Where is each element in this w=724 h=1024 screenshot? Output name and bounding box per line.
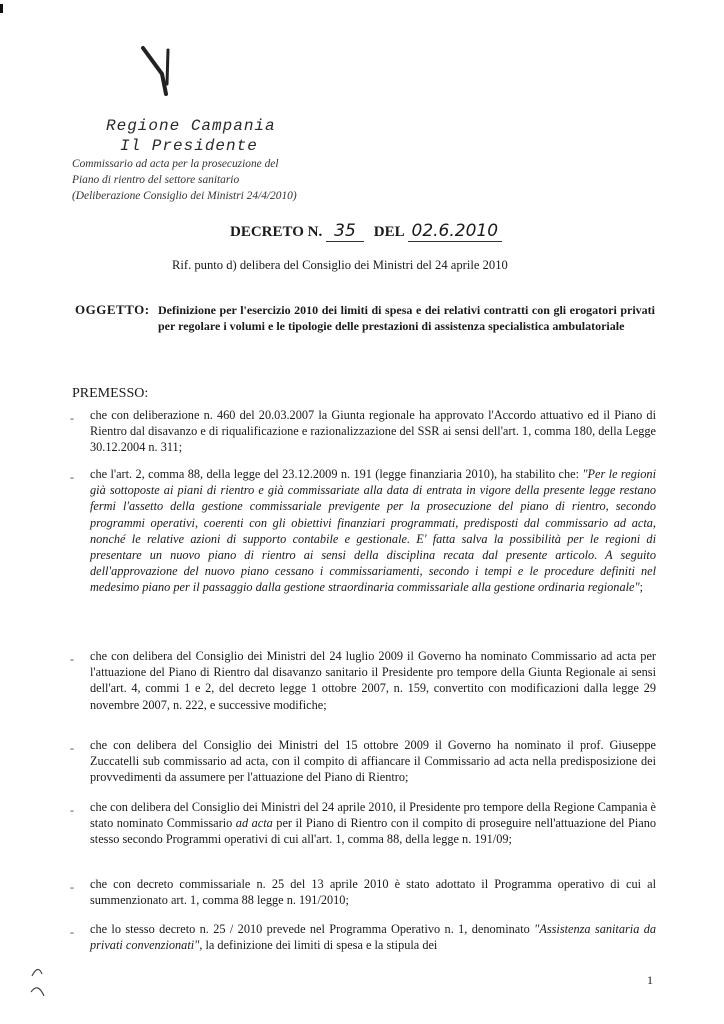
list-item-2 [90, 466, 656, 596]
item-2-quote: "Per le regioni già sottoposte ai piani di rientro e già commissariate alla data di entrata in vigore della presente legge restano fermi l'assetto della gestione commissariale previgente per la prosecuzione del piano di rientro, secondo programmi operativi, coerenti con gli obiettivi finanziari programmati, predisposti dal commissario ad acta, nonché le relative azioni di supporto contabile e gestionale. E' fatta salva la possibilità per le regioni di presentare un nuovo piano di rientro ai sensi della disciplina recata dal presente articolo. A seguito dell'approvazione del nuovo piano cessano i commissariamenti, secondo i tempi e le procedure definiti nel medesimo piano per il passaggio dalla gestione straordinaria commissariale alla gestione ordinaria regionale" [90, 467, 657, 595]
item-2-text: che l'art. 2, comma 88, della legge del 23.12.2009 n. 191 (legge finanziaria 2010), ha stabilito che: [90, 467, 583, 481]
list-item-7 [90, 921, 656, 953]
institution-line-1: Commissario ad acta per la prosecuzione del [72, 158, 279, 170]
item-dash: - [70, 741, 74, 755]
item-5-text: che con delibera del Consiglio dei Ministri del 24 aprile 2010, il Presidente pro tempore della Regione Campania è stato nominato Commissario [90, 800, 656, 831]
list-item-4: che con delibera del Consiglio dei Ministri del 15 ottobre 2009 il Governo ha nominato il prof. Giuseppe Zuccatelli sub commissario ad acta, con il compito di affiancare il Commissario ad acta nella predisposizione dei provvedimenti da assumere per l'attuazione del Piano di Rientro; [90, 738, 656, 785]
decree-number: 35 [326, 221, 364, 242]
reference-line: Rif. punto d) delibera del Consiglio dei Ministri del 24 aprile 2010 [172, 258, 508, 272]
scan-speck [0, 4, 3, 13]
institution-line-3: (Deliberazione Consiglio dei Ministri 24/4/2010) [72, 190, 297, 202]
item-dash: - [70, 652, 74, 666]
item-dash: - [70, 411, 74, 425]
region-name: Regione Campania [106, 117, 276, 135]
subject-label: OGGETTO: [75, 302, 150, 317]
emblem-logo [140, 44, 180, 104]
president-title: Il Presidente [120, 137, 258, 155]
item-5-end: per il Piano di Rientro con il compito di proseguire nell'attuazione del Piano stesso secondo Programmi operativi di cui all'art. 1, comma 88, della legge n. 191/09; [90, 816, 656, 847]
list-item-1: che con deliberazione n. 460 del 20.03.2007 la Giunta regionale ha approvato l'Accordo attuativo ed il Piano di Rientro dal disavanzo e di riqualificazione e razionalizzazione del SSR ai sensi dell'art. 1, comma 180, della Legge 30.12.2004 n. 311; [90, 408, 656, 455]
list-item-6: che con decreto commissariale n. 25 del 13 aprile 2010 è stato adottato il Programma operativo di cui al summenzionato art. 1, comma 88 legge n. 191/2010; [90, 877, 656, 908]
institution-line-2: Piano di rientro del settore sanitario [72, 174, 240, 186]
item-dash: - [70, 925, 74, 939]
premise-heading: PREMESSO: [72, 386, 149, 401]
item-7-end: , la definizione dei limiti di spesa e la stipula dei [199, 938, 438, 953]
list-item-3: che con delibera del Consiglio dei Ministri del 24 luglio 2009 il Governo ha nominato Commissario ad acta per l'attuazione del Piano di Rientro dal disavanzo sanitario il Presidente pro tempore della Giunta Regionale ai sensi dell'art. 4, commi 1 e 2, del decreto legge 1 ottobre 2007, n. 159, convertito con modificazioni dalla legge 29 novembre 2007, n. 222, e successive modifiche; [90, 649, 656, 712]
decree-date-label: DEL [373, 224, 404, 240]
item-2-end: ; [639, 580, 644, 595]
page-number: 1 [647, 973, 653, 987]
list-item-5 [90, 799, 656, 848]
decree-label: DECRETO N. [230, 224, 323, 240]
subject-text: Definizione per l'esercizio 2010 dei limiti di spesa e dei relativi contratti con gli erogatori privati per regolare i volumi e le tipologie delle prestazioni di assistenza specialistica ambulatoriale [158, 303, 655, 333]
item-7-quote: "Assistenza sanitaria da privati convenzionati" [90, 922, 656, 953]
margin-initial-mark [28, 962, 50, 1002]
item-5-quote: ad acta [235, 816, 273, 831]
item-7-text: che lo stesso decreto n. 25 / 2010 prevede nel Programma Operativo n. 1, denominato [90, 922, 535, 936]
item-dash: - [70, 803, 74, 817]
decree-date: 02.6.2010 [408, 221, 503, 242]
item-dash: - [70, 880, 74, 894]
item-dash: - [70, 470, 74, 484]
decree-line [230, 221, 502, 242]
